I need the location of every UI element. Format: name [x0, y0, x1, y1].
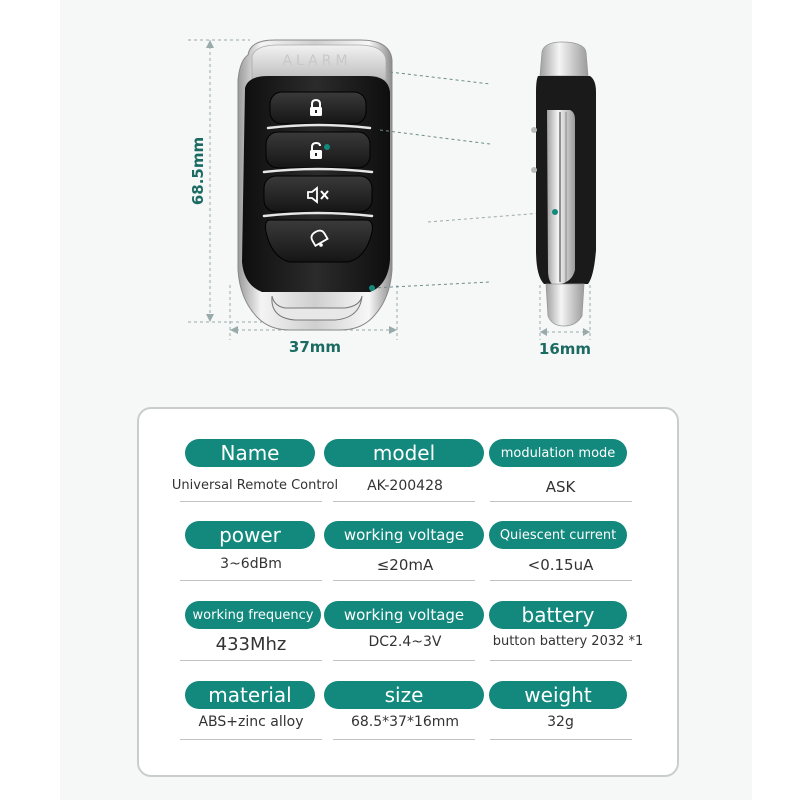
value-size: 68.5*37*16mm [350, 714, 460, 730]
value-weight: 32g [547, 714, 574, 730]
lock-icon [306, 98, 326, 118]
value-working-current: ≤20mA [376, 556, 434, 574]
divider [333, 580, 475, 581]
unlock-button[interactable] [306, 141, 326, 161]
remote-side-view [420, 30, 620, 350]
label-working-voltage-2: working voltage [324, 601, 484, 629]
label-working-frequency: working frequency [185, 601, 321, 629]
value-battery: button battery 2032 *1 [492, 634, 644, 649]
divider [180, 739, 322, 740]
alarm-button[interactable] [308, 228, 330, 248]
mute-icon [306, 185, 330, 205]
divider [333, 501, 475, 502]
height-dimension-label: 68.5mm [189, 136, 207, 206]
thickness-dimension-label: 16mm [538, 340, 592, 358]
label-battery: battery [489, 601, 627, 629]
label-material: material [185, 681, 315, 709]
label-weight: weight [489, 681, 627, 709]
label-model: model [324, 439, 484, 467]
divider [490, 501, 632, 502]
mute-button[interactable] [306, 185, 330, 205]
label-working-voltage: working voltage [324, 521, 484, 549]
divider [333, 739, 475, 740]
value-working-frequency: 433Mhz [215, 634, 287, 655]
width-dimension-label: 37mm [288, 338, 342, 356]
value-power: 3~6dBm [220, 556, 282, 572]
label-quiescent-current: Quiescent current [489, 521, 627, 549]
divider [180, 501, 322, 502]
divider [333, 660, 475, 661]
value-name: Universal Remote Control [171, 478, 339, 493]
divider [490, 739, 632, 740]
value-material: ABS+zinc alloy [198, 714, 304, 730]
value-working-voltage: DC2.4~3V [368, 634, 442, 650]
divider [180, 580, 322, 581]
brand-text: ALARM [282, 53, 352, 69]
lock-button[interactable] [306, 98, 326, 118]
value-model: AK-200428 [367, 478, 443, 494]
unlock-icon [306, 141, 326, 161]
divider [490, 580, 632, 581]
label-name: Name [185, 439, 315, 467]
value-modulation-mode: ASK [545, 478, 576, 496]
bell-icon [308, 228, 330, 248]
divider [490, 660, 632, 661]
label-size: size [324, 681, 484, 709]
divider [180, 660, 322, 661]
label-power: power [185, 521, 315, 549]
value-quiescent-current: <0.15uA [527, 556, 594, 574]
label-modulation-mode: modulation mode [489, 439, 627, 467]
